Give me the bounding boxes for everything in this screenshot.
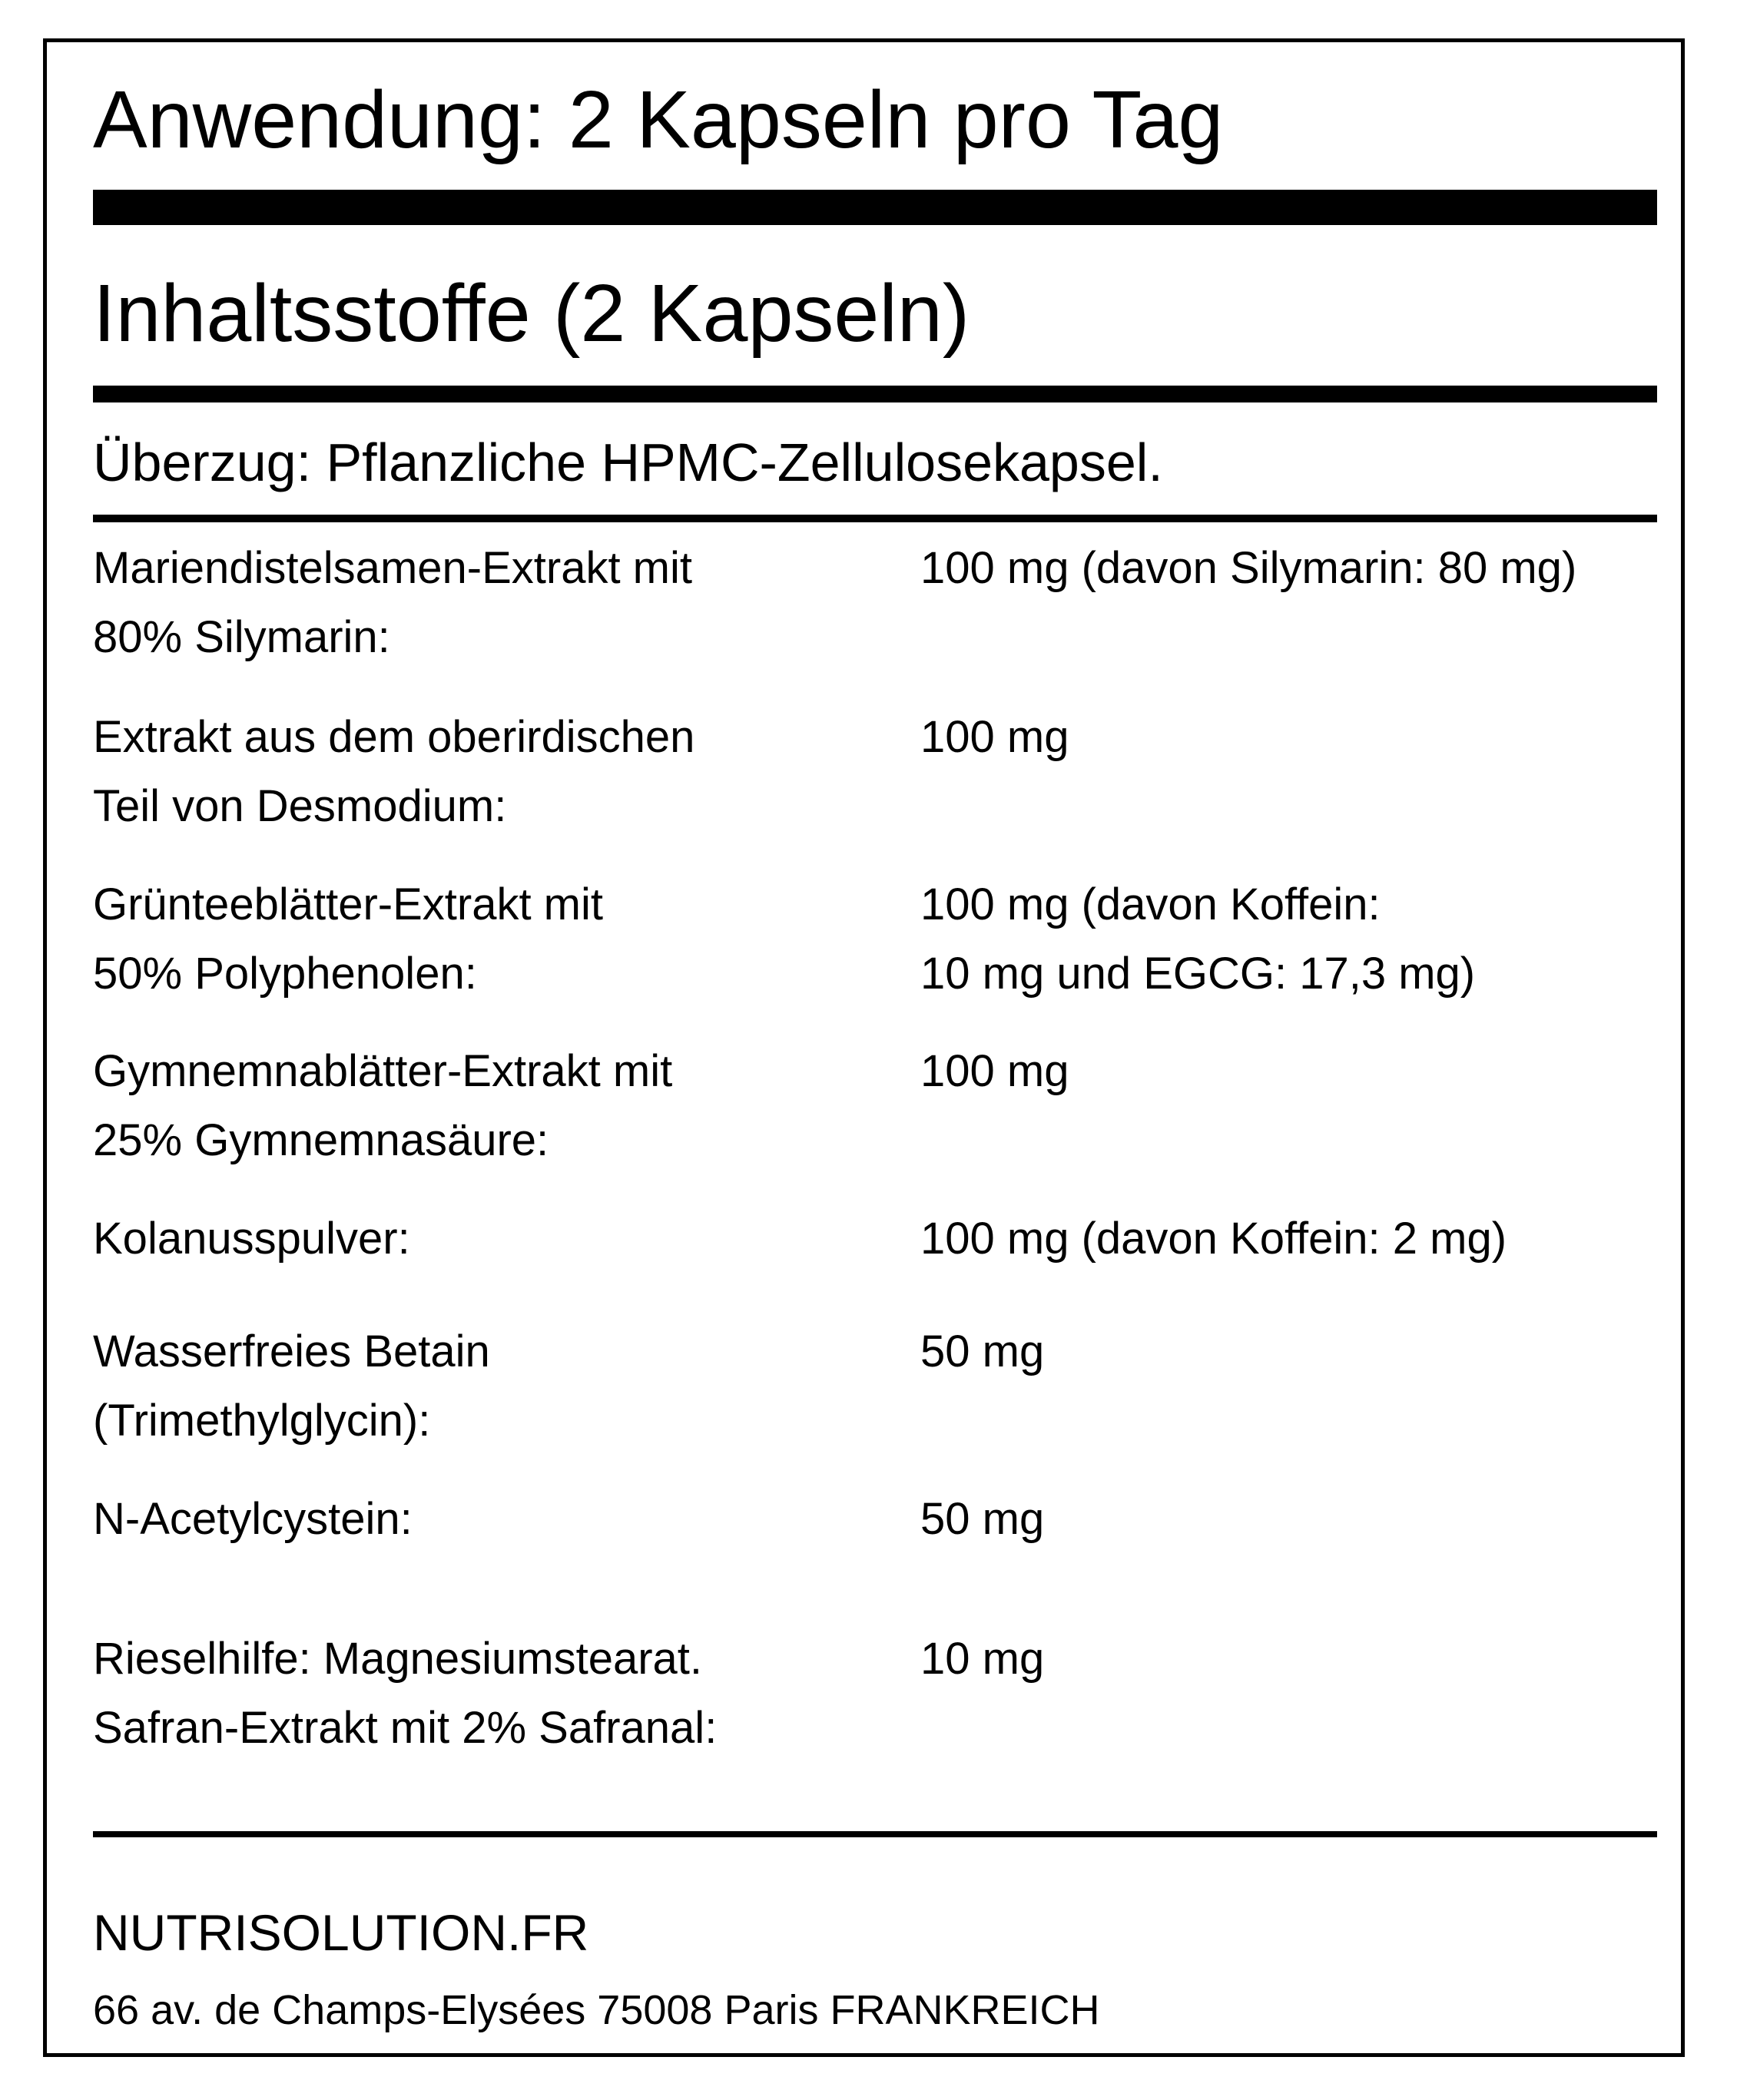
- ingredient-amount: 100 mg (davon Koffein: 2 mg): [920, 1214, 1507, 1264]
- ingredient-amount: 100 mg (davon Silymarin: 80 mg): [920, 543, 1577, 593]
- ingredient-name: Grünteeblätter-Extrakt mit 50% Polyphenolen:: [93, 879, 603, 999]
- coating-text: Überzug: Pflanzliche HPMC-Zellulosekapsel.: [93, 432, 1163, 492]
- label-frame: [43, 38, 1685, 2057]
- ingredient-amount: 100 mg: [920, 712, 1069, 762]
- ingredient-amount: 50 mg: [920, 1494, 1045, 1544]
- ingredient-name: Mariendistelsamen-Extrakt mit 80% Silymarin:: [93, 543, 692, 662]
- thick-divider: [93, 190, 1657, 225]
- brand-name: NUTRISOLUTION.FR: [93, 1904, 589, 1961]
- usage-heading: Anwendung: 2 Kapseln pro Tag: [93, 75, 1224, 165]
- ingredient-name: Gymnemnablätter-Extrakt mit 25% Gymnemnasäure:: [93, 1046, 673, 1165]
- ingredient-name: Rieselhilfe: Magnesiumstearat. Safran-Extrakt mit 2% Safranal:: [93, 1634, 718, 1753]
- ingredient-name: Extrakt aus dem oberirdischen Teil von Desmodium:: [93, 712, 695, 831]
- ingredient-amount: 100 mg (davon Koffein: 10 mg und EGCG: 17,3 mg): [920, 879, 1476, 999]
- ingredient-amount: 10 mg: [920, 1634, 1045, 1684]
- ingredient-name: N-Acetylcystein:: [93, 1494, 413, 1544]
- ingredient-name: Wasserfreies Betain (Trimethylglycin):: [93, 1327, 490, 1446]
- ingredient-name: Kolanusspulver:: [93, 1214, 410, 1264]
- brand-address: 66 av. de Champs-Elysées 75008 Paris FRANKREICH: [93, 1987, 1100, 2033]
- thin-divider: [93, 515, 1657, 522]
- ingredients-title: Inhaltsstoffe (2 Kapseln): [93, 268, 970, 359]
- footer-divider: [93, 1831, 1657, 1837]
- ingredient-amount: 100 mg: [920, 1046, 1069, 1096]
- ingredient-amount: 50 mg: [920, 1327, 1045, 1376]
- medium-divider: [93, 386, 1657, 402]
